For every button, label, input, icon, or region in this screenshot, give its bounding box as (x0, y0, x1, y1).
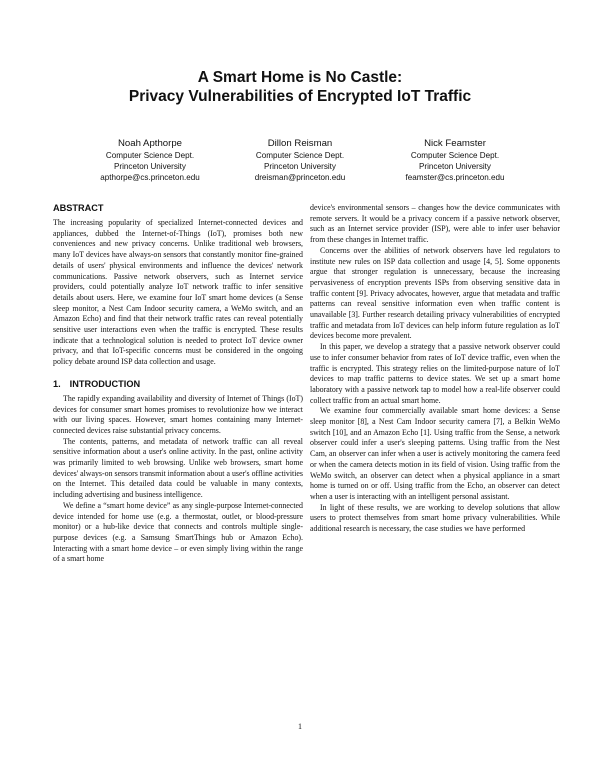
intro-paragraph-2: The contents, patterns, and metadata of network traffic can all reveal sensitive information about a user's online activity. In the past, online activity was primarily limited to web browsing. Unlike web browsers, smart home devices' always-on sensors transmit information about a user's offline activities on the Internet. This detailed data could be valuable in many contexts, including advertising and business intelligence. (53, 436, 303, 500)
intro-paragraph-5: In this paper, we develop a strategy that a passive network observer could use to infer consumer behavior from rates of IoT device traffic, even when the traffic is encrypted. This strategy relies on the limited-purpose nature of IoT devices to map traffic patterns to device states. We set up a smart home laboratory with a passive network tap to model how a real-life observer could collect traffic from an actual smart home. (310, 342, 560, 405)
intro-paragraph-6: We examine four commercially available smart home devices: a Sense sleep monitor [8], a Nest Cam Indoor security camera [7], a Belkin WeMo switch [10], and an Amazon Echo [1]. Using traffic from the Sense, a network observer could infer a user's sleeping patterns. Using traffic from the Nest Cam, an observer can infer when a user is actively monitoring the camera feed or when the camera detects motion in its field of vision. Using traffic from the WeMo switch, an observer can detect when a physical appliance in a smart home is turned on or off. Using traffic from the Echo, an observer can detect when a user is interacting with an intelligent personal assistant. (310, 406, 560, 501)
author-name: Dillon Reisman (267, 138, 333, 149)
abstract-heading: ABSTRACT (53, 203, 104, 213)
intro-paragraph-3-continued: device's environmental sensors – changes how the device communicates with remote servers. It would be a privacy concern if a passive network observer, such as an Internet service provider (ISP), were able to infer user behavior from these changes in Internet traffic. (310, 203, 560, 245)
author-university: Princeton University (264, 162, 336, 172)
author-dept: Computer Science Dept. (105, 151, 195, 160)
section-number: 1. (53, 378, 61, 389)
intro-paragraph-4: Concerns over the abilities of network observers have led regulators to institute new rules on ISP data collection and usage [4, 5]. Some opponents argue that stronger regulation is unnecessary, because the increasing pervasiveness of encryption prevents ISPs from observing sensitive data in traffic content [9]. Privacy advocates, however, argue that metadata and traffic patterns can reveal sensitive information even when traffic content is unavailable [3]. Further research detailing privacy vulnerabilities of encrypted traffic and metadata from IoT devices can help inform future regulation as IoT devices become more prevalent. (310, 245, 560, 341)
paper-title-line-2: Privacy Vulnerabilities of Encrypted IoT Traffic (128, 88, 472, 105)
author-email: feamster@cs.princeton.edu (405, 173, 505, 183)
intro-paragraph-7: In light of these results, we are working to develop solutions that allow users to protect themselves from smart home privacy vulnerabilities. While additional research is necessary, the case studies we have performed (310, 502, 560, 534)
author-email: dreisman@princeton.edu (254, 173, 346, 183)
right-column (310, 203, 560, 535)
author-3 (365, 137, 545, 184)
abstract-text: The increasing popularity of specialized Internet-connected devices and appliances, dubbed the Internet-of-Things (IoT), promises both new conveniences and new privacy concerns. Unlike traditional web browsers, many IoT devices have always-on sensors that constantly monitor fine-grained details of users' physical environments and influence the devices' network communications. Passive network observers, such as Internet service providers, could potentially analyze IoT network traffic to infer sensitive details about users. Here, we examine four IoT smart home devices (a Sense sleep monitor, a Nest Cam Indoor security camera, a WeMo switch, and an Amazon Echo) and find that their network traffic rates can reveal potentially sensitive user interactions even when the traffic is encrypted. These results indicate that a technological solution is needed to protect IoT device owner privacy, and that IoT-specific concerns must be considered in the ongoing policy debate around ISP data collection and usage. (53, 218, 303, 367)
paper-title-line-1: A Smart Home is No Castle: (197, 69, 403, 86)
section-title: INTRODUCTION (69, 378, 141, 389)
page-number: 1 (298, 722, 302, 731)
author-university: Princeton University (114, 162, 186, 172)
intro-paragraph-3: We define a “smart home device” as any single-purpose Internet-connected device intended for home use (e.g. a thermostat, outlet, or blood-pressure monitor) or a hub-like device that connects and controls multiple single-purpose devices (e.g. a Samsung SmartThings hub or Amazon Echo). Interacting with a smart home device – or even simply living within the range of a smart home (53, 500, 303, 564)
intro-paragraph-1: The rapidly expanding availability and diversity of Internet of Things (IoT) devices for consumer smart homes promises to revolutionize how we interact with our living spaces. However, smart homes containing many Internet-connected devices raise substantial privacy concerns. (53, 393, 303, 435)
author-dept: Computer Science Dept. (255, 151, 345, 160)
author-2 (210, 137, 390, 184)
author-name: Nick Feamster (424, 138, 486, 149)
author-email: apthorpe@cs.princeton.edu (100, 173, 200, 183)
introduction-heading (53, 378, 303, 390)
author-university: Princeton University (419, 162, 491, 172)
left-column (53, 202, 303, 565)
author-dept: Computer Science Dept. (410, 151, 500, 160)
author-name: Noah Apthorpe (117, 138, 182, 149)
